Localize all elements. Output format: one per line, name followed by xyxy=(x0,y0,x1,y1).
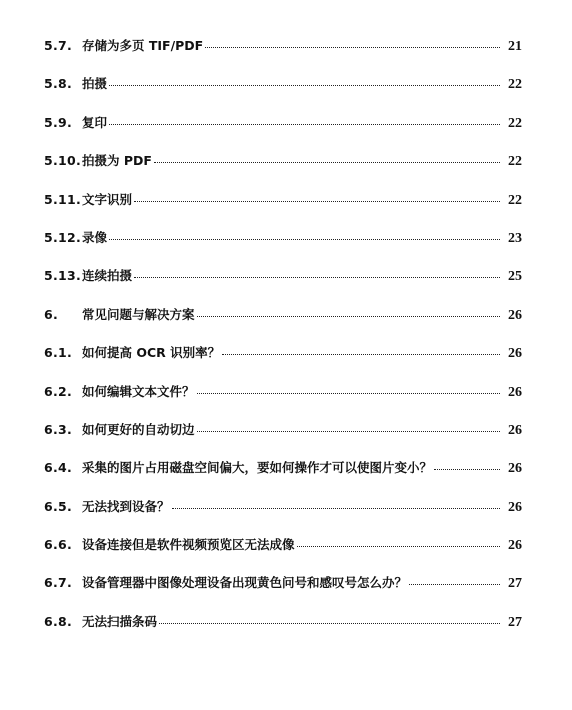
toc-entry-6-4[interactable] xyxy=(44,460,522,498)
toc-entry-5-7[interactable] xyxy=(44,38,522,76)
toc-entry-title: 拍摄 xyxy=(82,76,108,92)
toc-entry-5-8[interactable] xyxy=(44,76,522,114)
toc-entry-number: 5.11. xyxy=(44,191,82,207)
dot-leader xyxy=(197,393,500,394)
toc-entry-title: 设备连接但是软件视频预览区无法成像 xyxy=(82,537,295,553)
toc-entry-title: 复印 xyxy=(82,114,108,130)
toc-entry-number: 5.13. xyxy=(44,268,82,284)
toc-entry-title: 无法扫描条码 xyxy=(82,613,158,629)
toc-entry-title: 文字识别 xyxy=(82,191,133,207)
dot-leader xyxy=(109,239,500,240)
dot-leader xyxy=(197,431,500,432)
toc-entry-6-1[interactable] xyxy=(44,345,522,383)
toc-entry-title: 录像 xyxy=(82,229,108,245)
toc-entry-page: 21 xyxy=(508,39,522,54)
toc-entry-5-13[interactable] xyxy=(44,268,522,306)
dot-leader xyxy=(434,469,500,470)
toc-entry-page: 23 xyxy=(508,230,522,246)
dot-leader xyxy=(197,316,500,317)
table-of-contents xyxy=(44,38,522,652)
toc-entry-page: 26 xyxy=(508,307,522,323)
dot-leader xyxy=(172,508,500,509)
dot-leader xyxy=(222,354,500,355)
toc-entry-5-10[interactable] xyxy=(44,153,522,191)
toc-entry-6-5[interactable] xyxy=(44,499,522,537)
toc-entry-5-11[interactable] xyxy=(44,192,522,230)
dot-leader xyxy=(297,546,500,547)
toc-entry-number: 6. xyxy=(44,306,59,322)
toc-entry-page: 25 xyxy=(508,269,522,285)
dot-leader xyxy=(159,623,500,624)
toc-entry-page: 26 xyxy=(508,538,522,554)
toc-entry-page: 22 xyxy=(508,115,522,131)
toc-entry-page: 26 xyxy=(508,384,522,400)
toc-entry-page: 22 xyxy=(508,77,522,93)
toc-entry-title: 连续拍摄 xyxy=(82,268,133,284)
toc-entry-number: 6.6. xyxy=(44,537,73,553)
toc-entry-6-8[interactable] xyxy=(44,614,522,652)
toc-entry-number: 6.1. xyxy=(44,345,73,361)
toc-entry-5-12[interactable] xyxy=(44,230,522,268)
toc-entry-title: 无法找到设备？ xyxy=(82,498,170,514)
toc-entry-number: 6.5. xyxy=(44,498,73,514)
dot-leader xyxy=(154,162,500,163)
toc-entry-title: 常见问题与解决方案 xyxy=(82,306,195,322)
toc-entry-number: 5.8. xyxy=(44,76,73,92)
toc-entry-number: 5.12. xyxy=(44,229,82,245)
dot-leader xyxy=(109,124,500,125)
dot-leader xyxy=(109,85,500,86)
toc-entry-title: 如何编辑文本文件？ xyxy=(82,383,195,399)
toc-entry-page: 26 xyxy=(508,346,522,362)
toc-entry-5-9[interactable] xyxy=(44,115,522,153)
toc-entry-number: 6.3. xyxy=(44,421,73,437)
toc-entry-number: 6.8. xyxy=(44,613,73,629)
dot-leader xyxy=(134,201,500,202)
dot-leader xyxy=(205,47,500,48)
toc-entry-number: 5.7. xyxy=(44,38,73,53)
toc-entry-6-3[interactable] xyxy=(44,422,522,460)
toc-entry-number: 6.7. xyxy=(44,575,73,591)
toc-entry-title: 拍摄为 PDF xyxy=(82,153,152,169)
toc-entry-6-2[interactable] xyxy=(44,384,522,422)
toc-entry-6-7[interactable] xyxy=(44,575,522,613)
toc-entry-page: 26 xyxy=(508,499,522,515)
toc-entry-title: 采集的图片占用磁盘空间偏大，要如何操作才可以使图片变小？ xyxy=(82,460,433,476)
toc-entry-page: 26 xyxy=(508,461,522,477)
toc-entry-title: 如何提高 OCR 识别率？ xyxy=(82,345,221,361)
toc-entry-number: 5.10. xyxy=(44,153,82,169)
toc-entry-number: 6.4. xyxy=(44,460,73,476)
toc-entry-page: 22 xyxy=(508,192,522,208)
toc-entry-page: 22 xyxy=(508,154,522,170)
toc-entry-number: 6.2. xyxy=(44,383,73,399)
toc-entry-title: 设备管理器中图像处理设备出现黄色问号和感叹号怎么办？ xyxy=(82,575,408,591)
toc-entry-number: 5.9. xyxy=(44,114,73,130)
toc-entry-title: 存储为多页 TIF/PDF xyxy=(82,38,204,53)
toc-entry-title: 如何更好的自动切边 xyxy=(82,421,195,437)
toc-entry-page: 27 xyxy=(508,614,522,630)
toc-entry-6-6[interactable] xyxy=(44,537,522,575)
toc-entry-page: 27 xyxy=(508,576,522,592)
toc-entry-6[interactable] xyxy=(44,307,522,345)
toc-entry-page: 26 xyxy=(508,422,522,438)
dot-leader xyxy=(134,277,500,278)
dot-leader xyxy=(409,584,500,585)
